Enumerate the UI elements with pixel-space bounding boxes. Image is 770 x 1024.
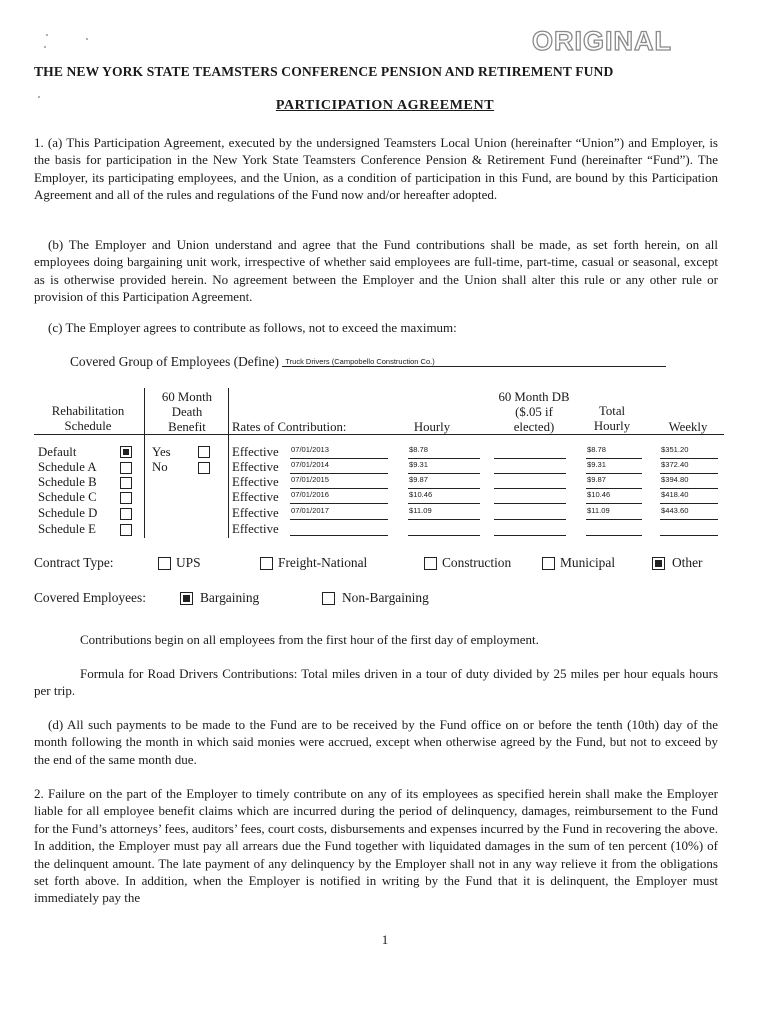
death-benefit-header: 60 Month Death Benefit [161,390,213,434]
fund-title: THE NEW YORK STATE TEAMSTERS CONFERENCE PENSION AND RETIREMENT FUND [34,64,614,79]
contract-ups-checkbox[interactable] [158,557,171,570]
covered-group-field[interactable]: Truck Drivers (Campobello Construction Co.) [282,357,666,367]
db-field[interactable] [494,474,566,489]
effective-label: Effective [232,490,279,504]
schedule-b-label: Schedule B [38,475,97,489]
total-hourly-field[interactable]: $8.78 [586,444,642,459]
weekly-field[interactable]: $372.40 [660,459,718,474]
document-title: PARTICIPATION AGREEMENT [275,98,495,113]
schedule-d-label: Schedule D [38,506,98,520]
paragraph-1c: (c) The Employer agrees to contribute as follows, not to exceed the maximum: [48,320,457,335]
non-bargaining-checkbox[interactable] [322,592,335,605]
schedule-a-label: Schedule A [38,460,97,474]
total-hourly-field[interactable] [586,521,642,536]
schedule-b-checkbox[interactable] [120,477,132,489]
schedule-default-checkbox[interactable] [120,446,132,458]
hourly-header: Hourly [413,420,451,434]
bargaining-label: Bargaining [200,590,260,605]
hourly-field[interactable]: $9.31 [408,459,480,474]
contract-construction-checkbox[interactable] [424,557,437,570]
total-hourly-field[interactable]: $11.09 [586,505,642,520]
contract-ups-label: UPS [176,555,201,570]
covered-group-line [70,354,666,370]
death-benefit-no-checkbox[interactable] [198,462,210,474]
hourly-field[interactable]: $8.78 [408,444,480,459]
weekly-field[interactable]: $443.60 [660,505,718,520]
weekly-field[interactable] [660,521,718,536]
db-field[interactable] [494,521,566,536]
non-bargaining-label: Non-Bargaining [342,590,429,605]
hourly-field[interactable]: $10.46 [408,489,480,504]
effective-label: Effective [232,522,279,536]
total-hourly-field[interactable]: $10.46 [586,489,642,504]
road-drivers-formula: Formula for Road Drivers Contributions: Total miles driven in a tour of duty divided by 25 miles per hour equals hours per trip. [34,666,718,699]
schedule-c-checkbox[interactable] [120,492,132,504]
db-field[interactable] [494,444,566,459]
effective-date-field[interactable]: 07/01/2014 [290,459,388,474]
covered-employees-label: Covered Employees: [34,590,146,605]
effective-date-field[interactable] [290,521,388,536]
total-hourly-header: Total Hourly [593,404,631,433]
schedule-e-label: Schedule E [38,522,96,536]
effective-date-field[interactable]: 07/01/2017 [290,505,388,520]
rehab-schedule-header: Rehabilitation Schedule [51,404,125,433]
effective-label: Effective [232,445,279,459]
weekly-field[interactable]: $351.20 [660,444,718,459]
effective-label: Effective [232,460,279,474]
death-benefit-yes-label: Yes [152,445,171,459]
effective-label: Effective [232,506,279,520]
scan-speck [86,38,88,40]
contract-freight-label: Freight-National [278,555,368,570]
contract-freight-checkbox[interactable] [260,557,273,570]
weekly-header: Weekly [668,420,708,434]
death-benefit-yes-checkbox[interactable] [198,446,210,458]
db-header: 60 Month DB ($.05 if elected) [498,390,570,434]
table-divider [228,388,229,538]
contract-other-label: Other [672,555,703,570]
scan-speck [46,34,48,36]
hourly-field[interactable]: $9.87 [408,474,480,489]
effective-date-field[interactable]: 07/01/2015 [290,474,388,489]
contract-construction-label: Construction [442,555,512,570]
paragraph-1b: (b) The Employer and Union understand and agree that the Fund contributions shall be made, as set forth herein, on all employees doing bargaining unit work, irrespective of whether said employees are full-time, part-time, casual or seasonal, except as is otherwise provided herein. No agreement between the Employer and the Union shall alter this rule or any other rule or provision of this Participation Agreement. [34,237,718,305]
rates-header: Rates of Contribution: [232,420,347,434]
paragraph-1d: (d) All such payments to be made to the Fund are to be received by the Fund office on or before the tenth (10th) day of the month following the month in which said monies were accrued, except when otherwise agreed by the Fund, but not to exceed by the end of the same month due. [34,717,718,767]
db-field[interactable] [494,459,566,474]
db-field[interactable] [494,505,566,520]
hourly-field[interactable] [408,521,480,536]
schedule-default-label: Default [38,445,77,459]
contract-municipal-checkbox[interactable] [542,557,555,570]
contract-municipal-label: Municipal [560,555,616,570]
contributions-begin-text: Contributions begin on all employees from the first hour of the first day of employment. [80,632,539,647]
total-hourly-field[interactable]: $9.87 [586,474,642,489]
paragraph-2: 2. Failure on the part of the Employer to timely contribute on any of its employees as specified herein shall make the Employer liable for all employee benefit claims which are incurred during the period of delinquency, damages, reimbursement to the Fund for the Fund’s attorneys’ fees, auditors’ fees, court costs, disbursements and expenses incurred by the Fund in recovering the above. In addition, the Employer must pay all arrears due the Fund together with liquidated damages in the sum of ten percent (10%) of the delinquent amount. The late payment of any delinquency by the Employer shall not in any way relieve it from the obligations set forth above. In addition, when the Employer is notified in writing by the Fund that it is delinquent, the Employer must immediately pay the [34,786,718,906]
weekly-field[interactable]: $418.40 [660,489,718,504]
covered-group-label: Covered Group of Employees (Define) [70,354,279,369]
schedule-d-checkbox[interactable] [120,508,132,520]
db-field[interactable] [494,489,566,504]
hourly-field[interactable]: $11.09 [408,505,480,520]
effective-date-field[interactable]: 07/01/2016 [290,489,388,504]
paragraph-1a: 1. (a) This Participation Agreement, executed by the undersigned Teamsters Local Union (hereinafter “Union”) and Employer, is the basis for participation in the New York State Teamsters Conference Pension & Retirement Fund (hereinafter “Fund”). The Employer, its participating employees, and the Union, as a condition of participation in this Fund, are bound by this Participation Agreement and all of the rules and regulations of the Fund now and/or hereafter adopted. [34,135,718,203]
schedule-e-checkbox[interactable] [120,524,132,536]
scan-speck [44,46,46,48]
effective-label: Effective [232,475,279,489]
schedule-a-checkbox[interactable] [120,462,132,474]
contract-other-checkbox[interactable] [652,557,665,570]
total-hourly-field[interactable]: $9.31 [586,459,642,474]
table-divider [144,388,145,538]
schedule-c-label: Schedule C [38,490,97,504]
page-number: 1 [381,932,389,947]
death-benefit-no-label: No [152,460,168,474]
weekly-field[interactable]: $394.80 [660,474,718,489]
effective-date-field[interactable]: 07/01/2013 [290,444,388,459]
original-stamp: ORIGINAL [532,26,672,56]
bargaining-checkbox[interactable] [180,592,193,605]
contract-type-label: Contract Type: [34,555,114,570]
contribution-table [34,388,724,540]
